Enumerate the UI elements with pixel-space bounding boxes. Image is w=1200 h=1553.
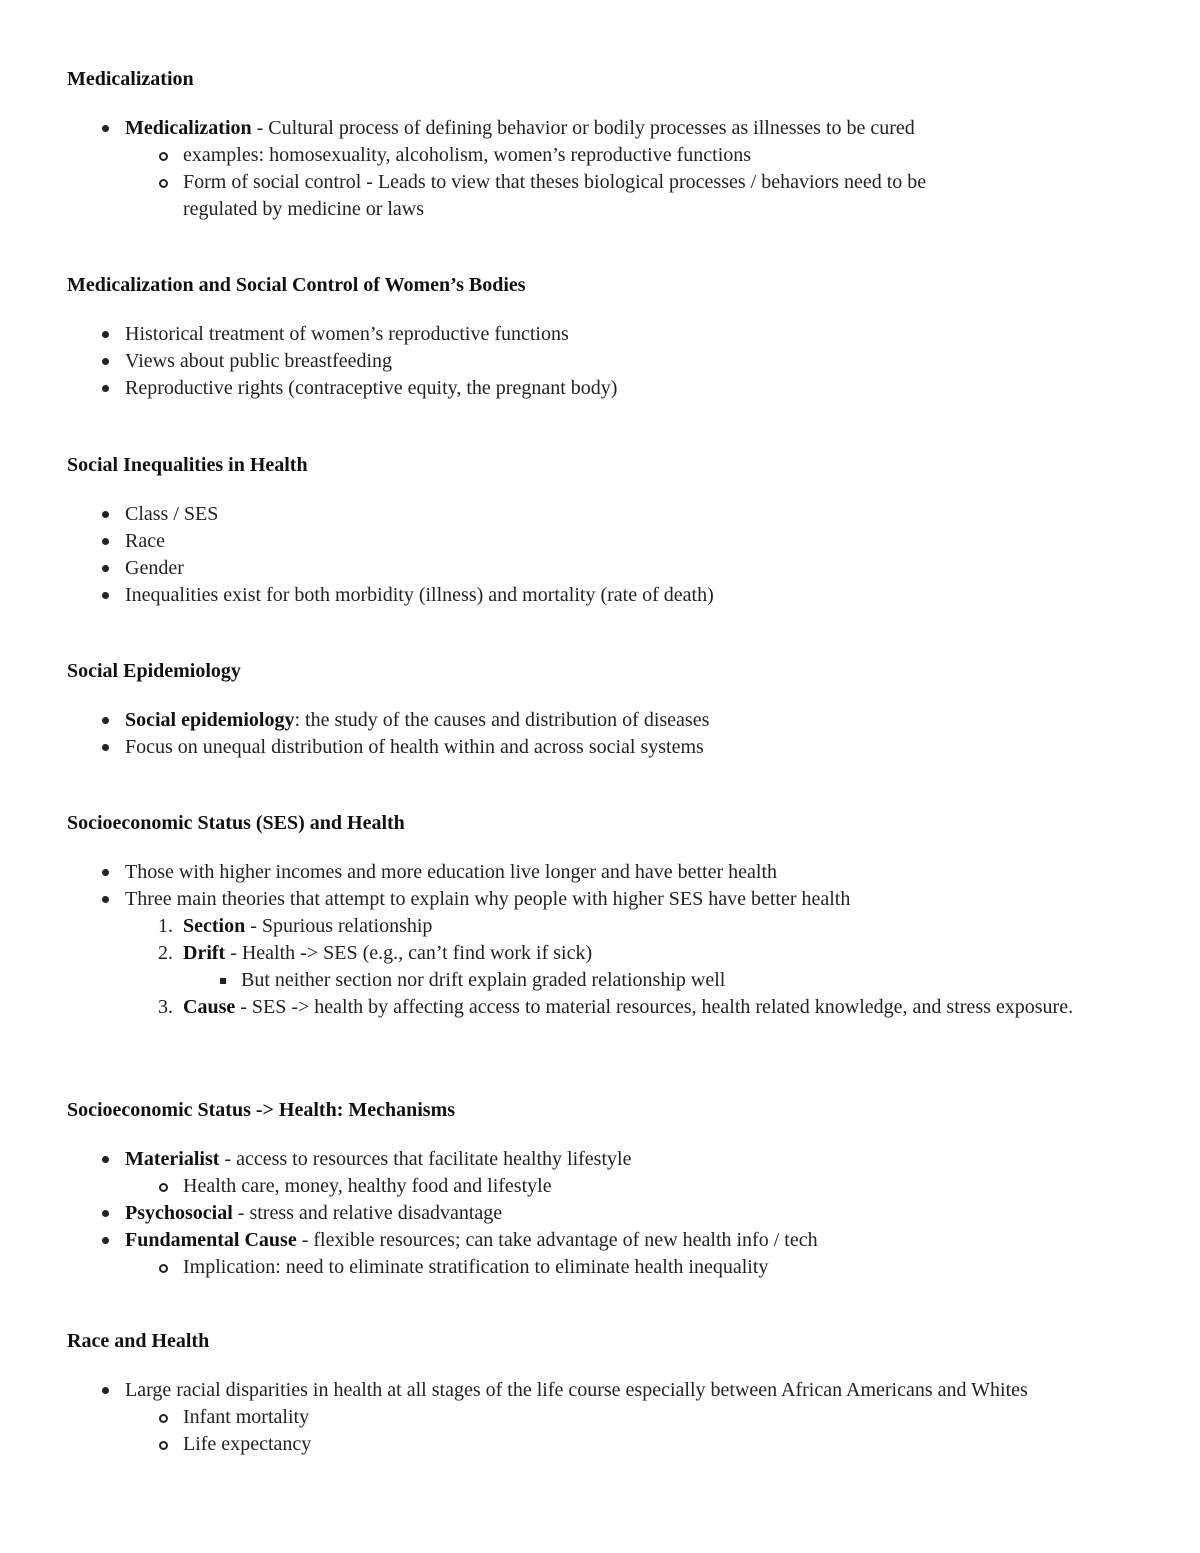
section-title: Medicalization xyxy=(67,68,194,90)
definition: - access to resources that facilitate healthy lifestyle xyxy=(219,1148,632,1170)
section-title: Race and Health xyxy=(67,1330,210,1352)
list-item: Historical treatment of women’s reproductive functions xyxy=(67,321,1147,348)
list-item: Views about public breastfeeding xyxy=(67,348,1147,375)
item-number: 1. xyxy=(158,915,173,937)
term: Fundamental Cause xyxy=(125,1229,297,1251)
list-item: Gender xyxy=(67,555,1147,582)
sub-bullet-list xyxy=(67,1254,1147,1281)
list-item-text: Large racial disparities in health at all stages of the life course especially between African Americans and Whites xyxy=(125,1379,1028,1401)
list-item xyxy=(67,115,1147,223)
term: Materialist xyxy=(125,1148,220,1170)
bullet-list xyxy=(67,707,1147,761)
section-ses-health xyxy=(67,810,1147,1021)
bullet-list xyxy=(67,321,1147,402)
sub-bullet-list xyxy=(67,1173,1147,1200)
numbered-item xyxy=(125,913,1147,940)
bullet-list xyxy=(67,859,1147,1021)
list-item: Inequalities exist for both morbidity (illness) and mortality (rate of death) xyxy=(67,582,1147,609)
list-item xyxy=(67,1200,1147,1227)
list-item: Class / SES xyxy=(67,501,1147,528)
definition: - Spurious relationship xyxy=(245,915,433,937)
sub-list-item: examples: homosexuality, alcoholism, women’s reproductive functions xyxy=(125,142,1147,169)
term: Drift xyxy=(183,942,226,964)
section-title: Medicalization and Social Control of Women’s Bodies xyxy=(67,274,526,296)
section-race-health xyxy=(67,1328,1147,1458)
sub-bullet-list xyxy=(67,142,1147,223)
definition: - flexible resources; can take advantage of new health info / tech xyxy=(296,1229,818,1251)
bullet-list xyxy=(67,1377,1147,1458)
section-social-inequalities xyxy=(67,452,1147,609)
list-item xyxy=(67,1227,1147,1281)
list-item xyxy=(67,1146,1147,1200)
definition: - Cultural process of defining behavior or bodily processes as illnesses to be cured xyxy=(251,117,915,139)
definition: - SES -> health by affecting access to material resources, health related knowledge, and stress exposure. xyxy=(235,996,1074,1018)
numbered-item xyxy=(125,940,1147,994)
sub-list-item: But neither section nor drift explain graded relationship well xyxy=(183,967,1147,994)
sub-list-item: Health care, money, healthy food and lifestyle xyxy=(125,1173,1147,1200)
definition: - stress and relative disadvantage xyxy=(232,1202,503,1224)
list-item: Those with higher incomes and more education live longer and have better health xyxy=(67,859,1147,886)
section-womens-bodies xyxy=(67,272,1147,402)
list-item: Reproductive rights (contraceptive equity, the pregnant body) xyxy=(67,375,1147,402)
definition: - Health -> SES (e.g., can’t find work if sick) xyxy=(225,942,593,964)
sub-list-item: Infant mortality xyxy=(125,1404,1147,1431)
section-mechanisms xyxy=(67,1097,1147,1281)
list-item-text: Three main theories that attempt to explain why people with higher SES have better health xyxy=(125,888,851,910)
term: Section xyxy=(183,915,246,937)
term: Psychosocial xyxy=(125,1202,233,1224)
sub-bullet-list xyxy=(67,1404,1147,1458)
section-title: Socioeconomic Status (SES) and Health xyxy=(67,812,405,834)
bullet-list xyxy=(67,1146,1147,1281)
term: Social epidemiology xyxy=(125,709,295,731)
section-medicalization xyxy=(67,66,1147,223)
sub-list-item: Implication: need to eliminate stratification to eliminate health inequality xyxy=(125,1254,1147,1281)
section-social-epidemiology xyxy=(67,658,1147,761)
item-number: 2. xyxy=(158,942,173,964)
sub-list-item: Form of social control - Leads to view that theses biological processes / behaviors need to be regulated by medicine or laws xyxy=(125,169,1147,223)
bullet-list xyxy=(67,501,1147,609)
sub-list-item: Life expectancy xyxy=(125,1431,1147,1458)
term: Cause xyxy=(183,996,236,1018)
list-item: Race xyxy=(67,528,1147,555)
list-item xyxy=(67,886,1147,1021)
list-item xyxy=(67,707,1147,734)
section-title: Social Epidemiology xyxy=(67,660,241,682)
item-number: 3. xyxy=(158,996,173,1018)
sub-bullet-list xyxy=(183,967,1147,994)
list-item xyxy=(67,1377,1147,1458)
term: Medicalization xyxy=(125,117,252,139)
list-item: Focus on unequal distribution of health within and across social systems xyxy=(67,734,1147,761)
definition: : the study of the causes and distribution of diseases xyxy=(294,709,710,731)
section-title: Social Inequalities in Health xyxy=(67,454,308,476)
theories-list xyxy=(67,913,1147,1021)
section-title: Socioeconomic Status -> Health: Mechanisms xyxy=(67,1099,456,1121)
bullet-list xyxy=(67,115,1147,223)
numbered-item xyxy=(125,994,1147,1021)
